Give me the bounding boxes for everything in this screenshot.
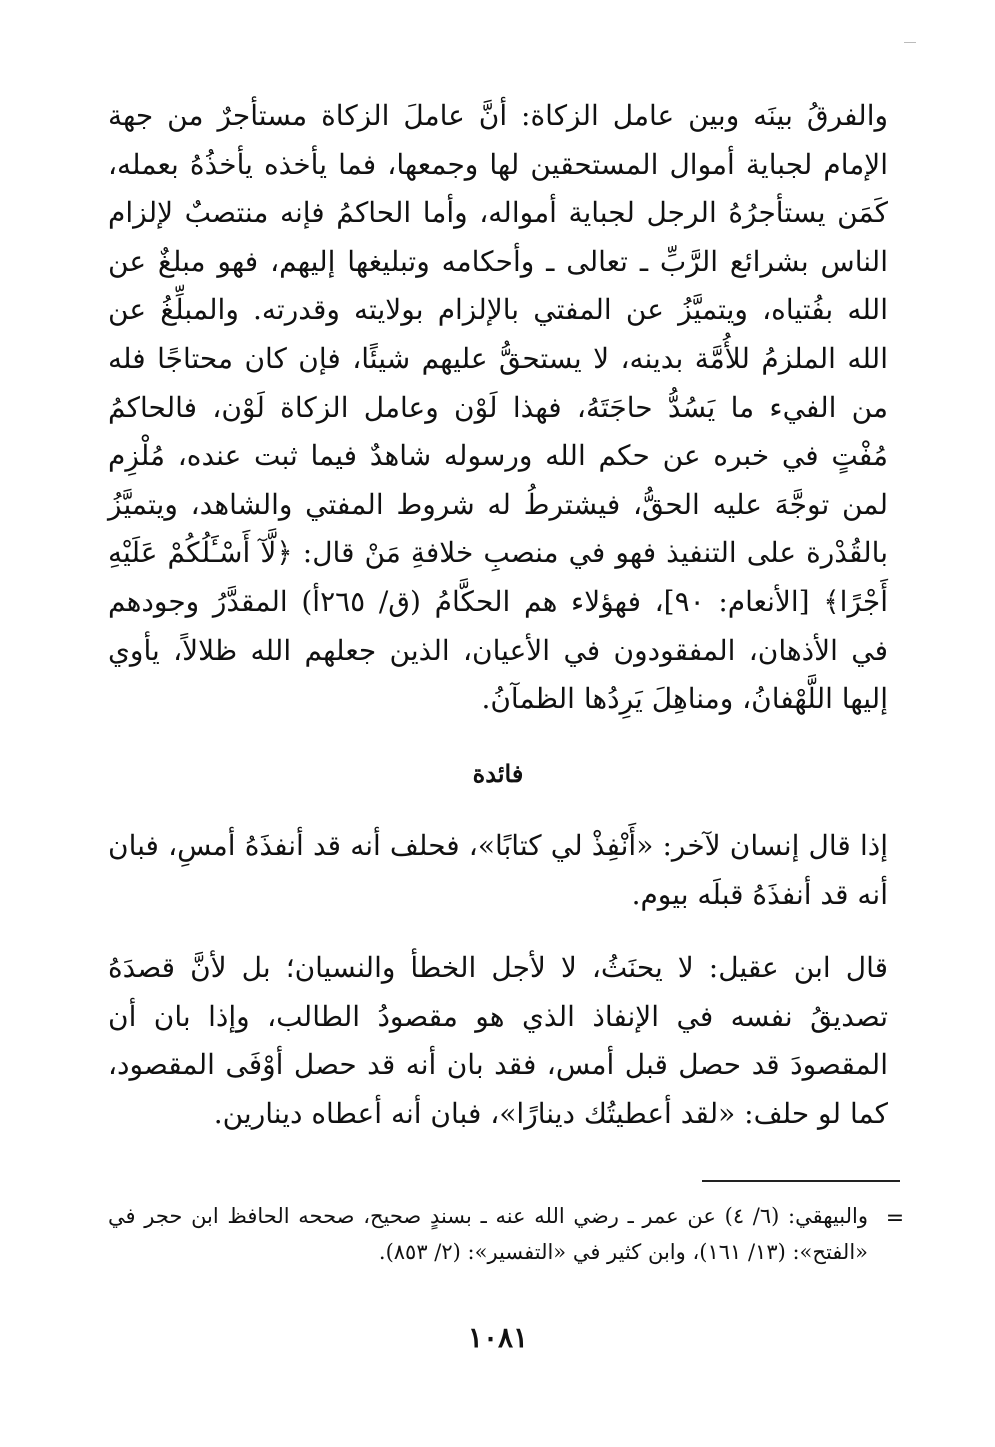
body-paragraph-3: قال ابن عقيل: لا يحنَثُ، لا لأجل الخطأ والنسيان؛ بل لأنَّ قصدَهُ تصديقُ نفسه في الإنفاذ الذي هو مقصودُ الطالب، وإذا بان أن المقصودَ قد حصل قبل أمس، فقد بان أنه قد حصل أوْفَى المقصود، كما لو حلف: «لقد أعطيتُك دينارًا»، فبان أنه أعطاه دينارين. [108,951,888,1130]
edge-mark [904,42,916,43]
body-paragraph-2: إذا قال إنسان لآخر: «أَنْفِذْ لي كتابًا»، فحلف أنه قد أنفذَهُ أمسِ، فبان أنه قد أنفذَهُ قبلَه بيوم. [108,829,888,911]
body-paragraph-1: والفرقُ بينَه وبين عامل الزكاة: أنَّ عاملَ الزكاة مستأجرٌ من جهة الإمام لجباية أموال المستحقين لها وجمعها، فما يأخذه يأخذُهُ بعمله، كَمَن يستأجرُهُ الرجل لجباية أمواله، وأما الحاكمُ فإنه منتصبٌ لإلزام الناس بشرائع الرَّبِّ ـ تعالى ـ وأحكامه وتبليغها إليهم، فهو مبلغٌ عن الله بفُتياه، ويتميَّزُ عن المفتي بالإلزام بولايته وقدرته. والمبلِّغُ عن الله الملزمُ للأُمَّة بدينه، لا يستحقُّ عليهم شيئًا، فإن كان محتاجًا فله من الفيء ما يَسُدُّ حاجَتَهُ، فهذا لَوْن وعامل الزكاة لَوْن، فالحاكمُ مُفْتٍ في خبره عن حكم الله ورسوله شاهدٌ فيما ثبت عنده، مُلْزِم لمن توجَّهَ عليه الحقُّ، فيشترطُ له شروط المفتي والشاهد، ويتميَّزُ بالقُدْرة على التنفيذ فهو في منصبِ خلافةِ مَنْ قال: ﴿لَّآ أَسْـَٔلُكُمْ عَلَيْهِ أَجْرًا﴾ [الأنعام: ٩٠]، فهؤلاء هم الحكَّامُ (ق/ ٢٦٥أ) المقدَّرُ وجودهم في الأذهان، المفقودون في الأعيان، الذين جعلهم الله ظلالاً، يأوي إليها اللَّهْفانُ، ومناهِلَ يَرِدُها الظمآنُ. [108,99,888,716]
footnote-continuation-mark: = [885,1206,905,1231]
section-heading: فائدة [472,759,524,788]
page-number: ١٠٨١ [467,1321,529,1354]
footnote-text: والبيهقي: (٦/ ٤) عن عمر ـ رضي الله عنه ـ بسندٍ صحيح، صححه الحافظ ابن حجر في «الفتح»: (١٣/ ١٦١)، وابن كثير في «التفسير»: (٢/ ٨٥٣). [108,1204,868,1264]
footnote-separator [702,1180,900,1182]
